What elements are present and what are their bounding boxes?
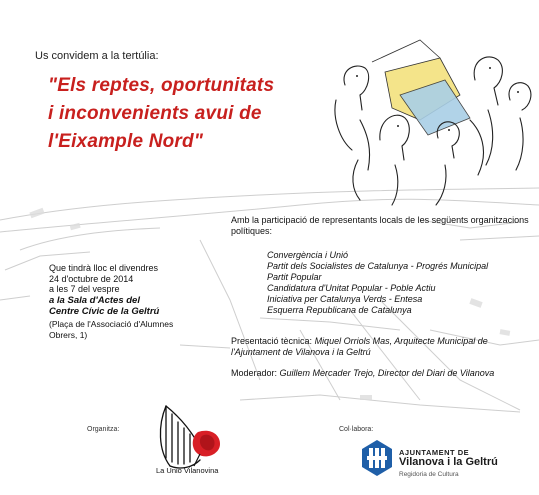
event-date bbox=[49, 263, 158, 295]
ajuntament-logo-icon bbox=[359, 438, 395, 478]
ajuntament-line1: AJUNTAMENT DE bbox=[399, 448, 470, 457]
party-item: Partit dels Socialistes de Catalunya - Progrés Municipal bbox=[267, 261, 489, 271]
presentation-speaker: Miquel Orriols Mas, Arquitecte Municipal de l'Ajuntament de Vilanova i la Geltrú bbox=[231, 336, 488, 357]
presentation-info bbox=[231, 336, 531, 358]
event-title-line: i inconvenients avui de bbox=[48, 103, 262, 124]
participation-intro: Amb la participació de representants locals de les següents organitzacions polítiques: bbox=[231, 215, 529, 236]
venue-address: (Plaça de l'Associació d'Alumnes Obrers, 1) bbox=[49, 319, 174, 340]
party-item: Partit Popular bbox=[267, 272, 322, 282]
venue-line: Centre Cívic de la Geltrú bbox=[49, 306, 160, 317]
presentation-label: Presentació tècnica: bbox=[231, 336, 313, 346]
party-item: Esquerra Republicana de Catalunya bbox=[267, 305, 412, 315]
moderator-info bbox=[231, 368, 531, 379]
event-title-line: l'Eixample Nord" bbox=[48, 131, 204, 152]
organizer-label: Organitza: bbox=[87, 426, 120, 433]
organizer-name: La Unió Vilanovina bbox=[156, 466, 219, 475]
venue-line: a la Sala d'Actes del bbox=[49, 295, 140, 306]
moderator-label: Moderador: bbox=[231, 368, 278, 378]
event-venue bbox=[49, 295, 159, 317]
event-title-line: "Els reptes, oportunitats bbox=[48, 75, 275, 96]
event-date-line: Que tindrà lloc el divendres bbox=[49, 263, 159, 273]
party-item: Iniciativa per Catalunya Verds - Entesa bbox=[267, 294, 423, 304]
invitation-intro: Us convidem a la tertúlia: bbox=[35, 50, 159, 62]
ajuntament-line3: Regidoria de Cultura bbox=[399, 471, 459, 478]
collaborator-label: Col·labora: bbox=[339, 426, 374, 433]
party-item: Convergència i Unió bbox=[267, 250, 349, 260]
ajuntament-line2: Vilanova i la Geltrú bbox=[399, 456, 498, 468]
moderator-name: Guillem Mercader Trejo, Director del Diari de Vilanova bbox=[279, 368, 495, 378]
party-list bbox=[267, 250, 488, 316]
event-title bbox=[48, 72, 348, 156]
party-item: Candidatura d'Unitat Popular - Poble Actiu bbox=[267, 283, 436, 293]
event-date-line: a les 7 del vespre bbox=[49, 284, 120, 294]
event-date-line: 24 d'octubre de 2014 bbox=[49, 273, 134, 284]
